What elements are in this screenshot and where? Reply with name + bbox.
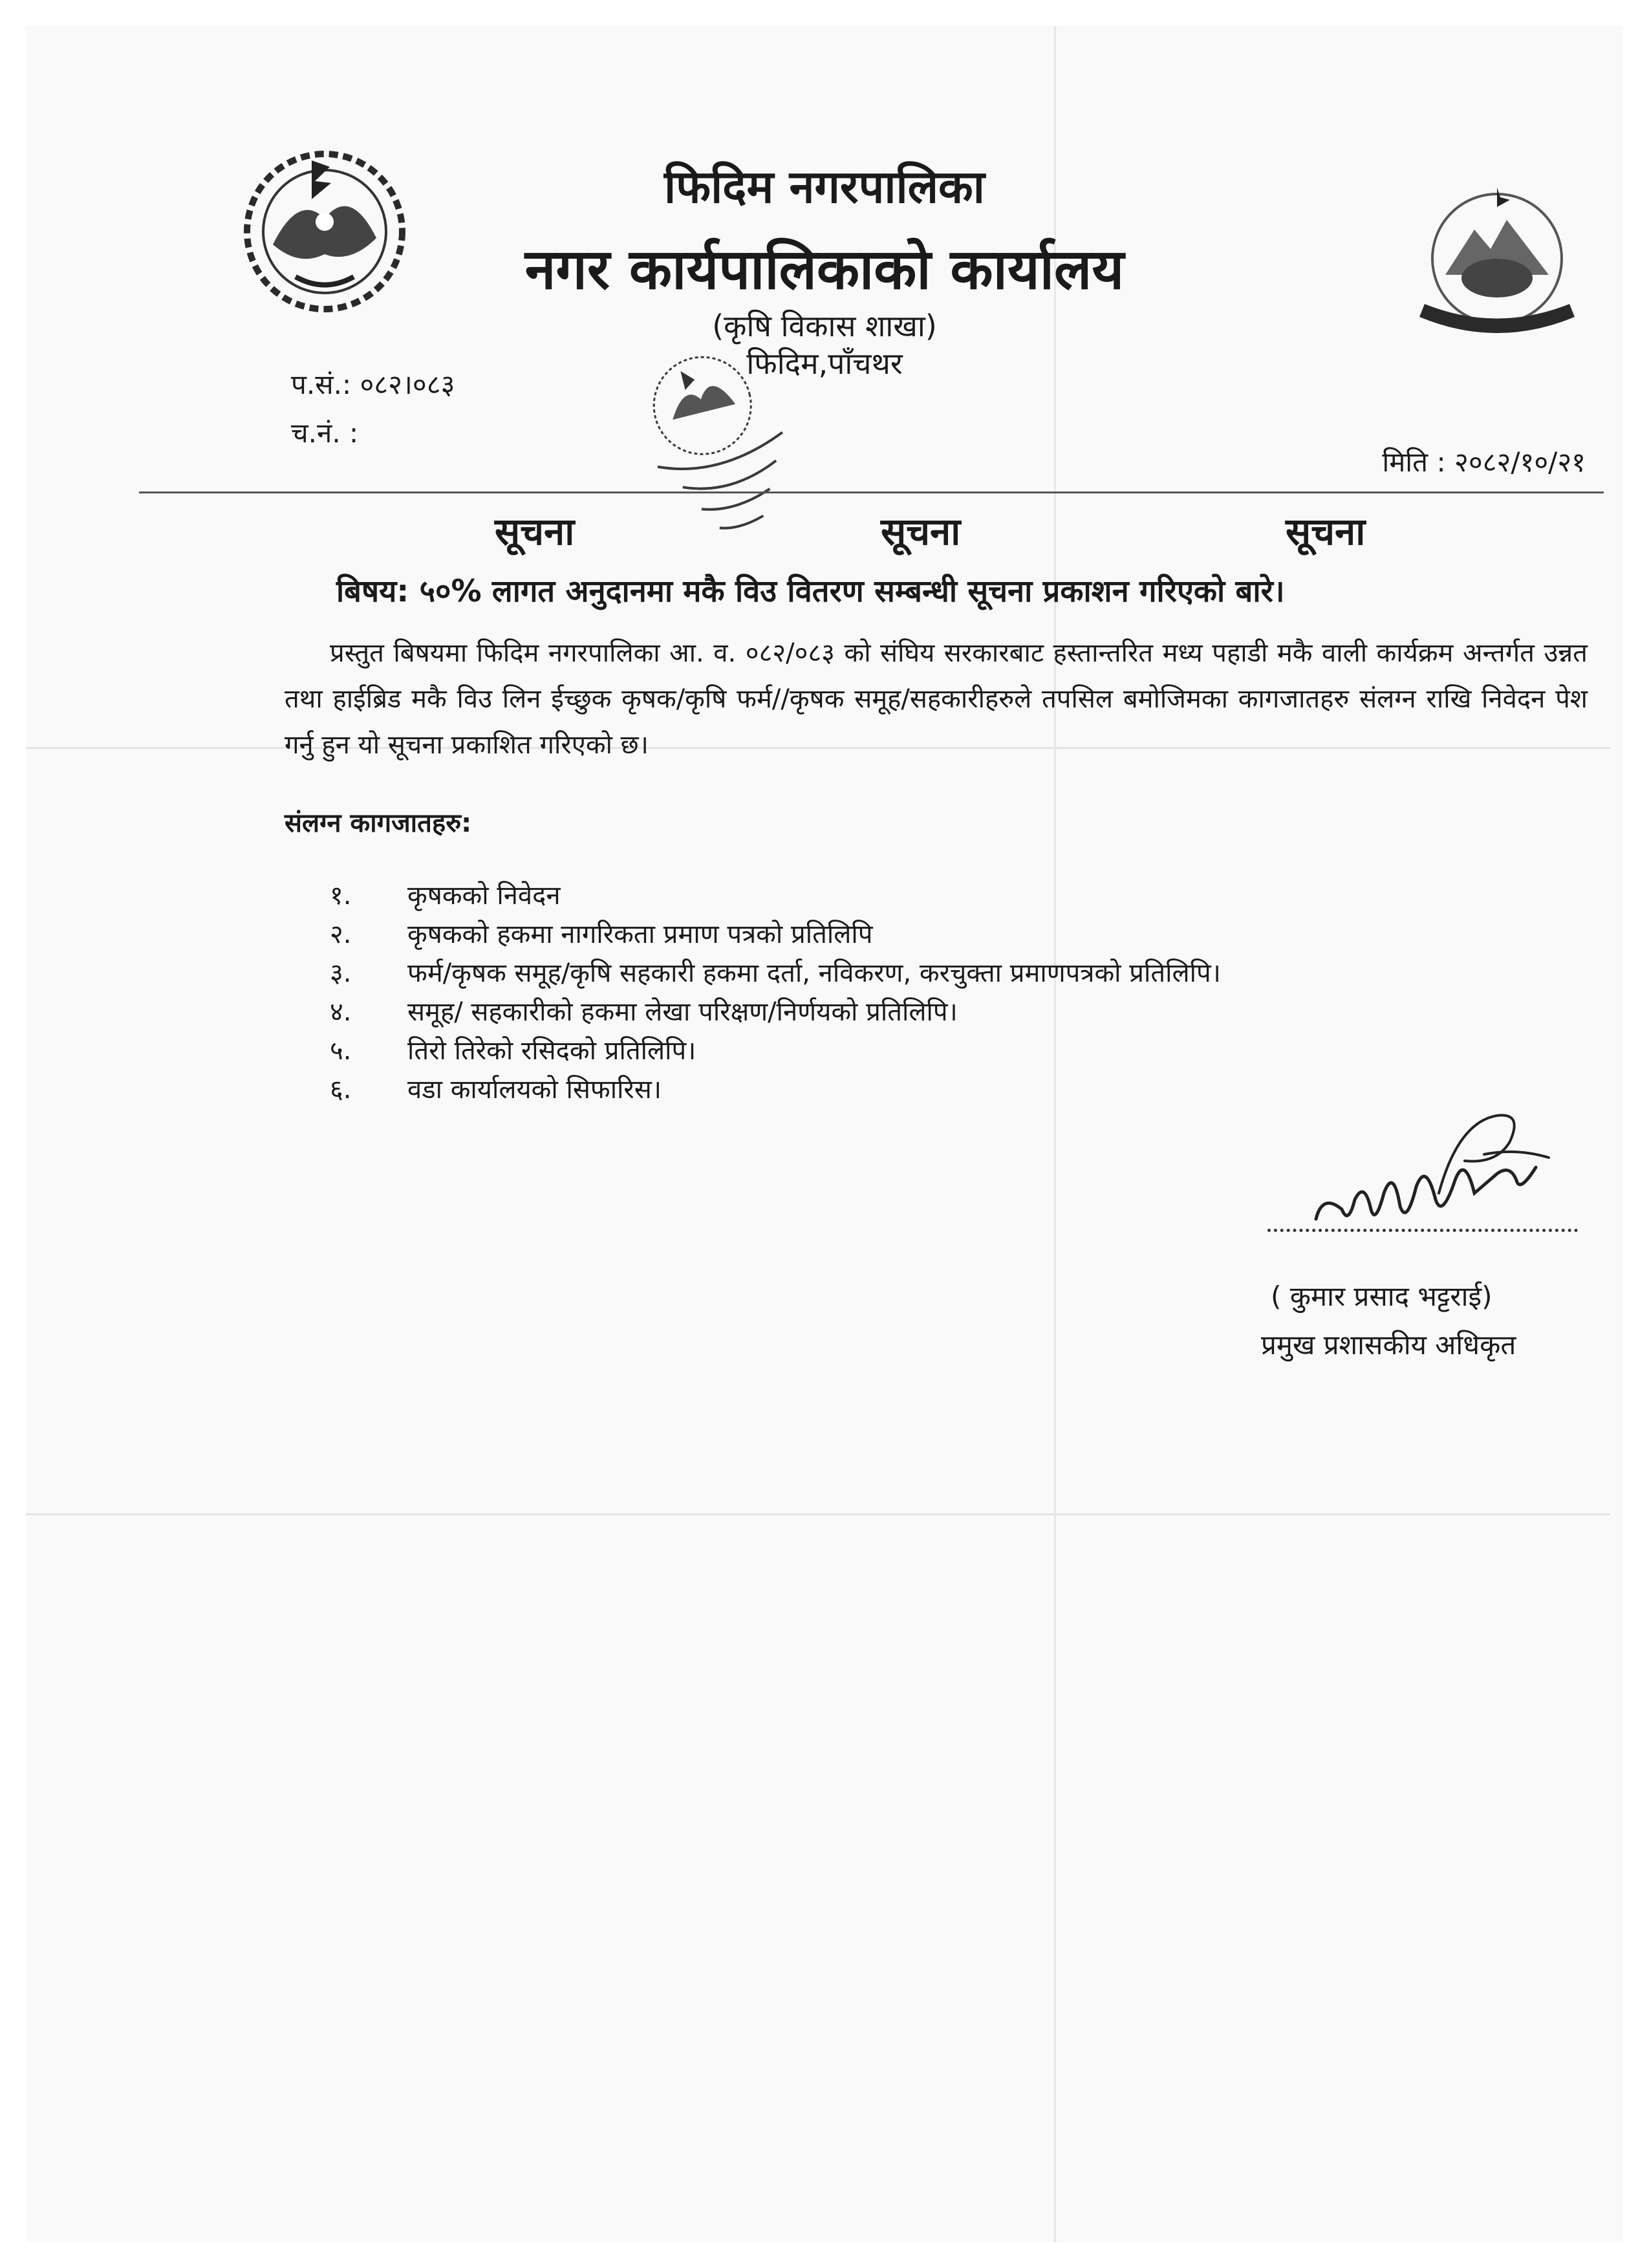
list-item-text: कृषकको हकमा नागरिकता प्रमाण पत्रको प्रतिलिपि	[407, 920, 873, 949]
list-item-number: ६.	[330, 1075, 352, 1105]
list-item-number: ३.	[330, 958, 352, 988]
notice-subject: बिषय: ५०% लागत अनुदानमा मकै विउ वितरण सम्बन्धी सूचना प्रकाशन गरिएको बारे।	[336, 574, 1285, 609]
header-divider	[139, 491, 1604, 493]
branch-name: (कृषि विकास शाखा)	[712, 308, 937, 343]
list-item-number: २.	[330, 920, 352, 949]
handwritten-signature	[1303, 1096, 1575, 1245]
list-item	[330, 954, 1221, 993]
signature-line	[1267, 1229, 1578, 1232]
notice-heading: सूचना	[1286, 510, 1366, 554]
list-item-text: समूह/ सहकारीको हकमा लेखा परिक्षण/निर्णयको प्रतिलिपि।	[407, 997, 958, 1027]
paper-crease	[26, 1513, 1610, 1515]
list-item	[330, 915, 1221, 954]
list-item	[330, 1070, 1221, 1109]
list-item-number: १.	[330, 881, 352, 911]
attachments-heading: संलग्न कागजातहरु:	[285, 808, 472, 838]
list-item-number: ५.	[330, 1036, 352, 1066]
notice-heading: सूचना	[881, 510, 961, 554]
office-name: नगर कार्यपालिकाको कार्यालय	[524, 237, 1125, 302]
list-item	[330, 876, 1221, 915]
notice-heading: सूचना	[495, 510, 575, 554]
dispatch-number: च.नं. :	[291, 417, 359, 449]
signatory-name: ( कुमार प्रसाद भट्टराई)	[1271, 1280, 1493, 1312]
office-seal-stamp	[598, 336, 857, 569]
notice-body-paragraph: प्रस्तुत बिषयमा फिदिम नगरपालिका आ. व. ०८२/०८३ को संघिय सरकारबाट हस्तान्तरित मध्य पहाडी मकै वाली कार्यक्रम अन्तर्गत उन्नत तथा हाईब्रिड मकै विउ लिन ईच्छुक कृषक/कृषि फर्म//कृषक समूह/सहकारीहरुले तपसिल बमोजिमका कागजातहरु संलग्न राखि निवेदन पेश गर्नु हुन यो सूचना प्रकाशित गरिएको छ।	[285, 638, 1588, 760]
municipality-name: फिदिम नगरपालिका	[664, 160, 985, 213]
list-item	[330, 1031, 1221, 1070]
attachments-list	[330, 876, 1221, 1109]
list-item-number: ४.	[330, 997, 352, 1027]
signatory-designation: प्रमुख प्रशासकीय अधिकृत	[1261, 1329, 1516, 1361]
list-item-text: फर्म/कृषक समूह/कृषि सहकारी हकमा दर्ता, नविकरण, करचुक्ता प्रमाणपत्रको प्रतिलिपि।	[407, 958, 1221, 988]
letter-number: प.सं.: ०८२।०८३	[291, 369, 455, 400]
list-item-text: तिरो तिरेको रसिदको प्रतिलिपि।	[407, 1036, 696, 1066]
list-item-text: वडा कार्यालयको सिफारिस।	[407, 1075, 662, 1105]
office-location: फिदिम,पाँचथर	[746, 346, 903, 381]
list-item	[330, 993, 1221, 1031]
issue-date: मिति : २०८२/१०/२१	[1382, 446, 1586, 478]
list-item-text: कृषकको निवेदन	[407, 881, 561, 911]
